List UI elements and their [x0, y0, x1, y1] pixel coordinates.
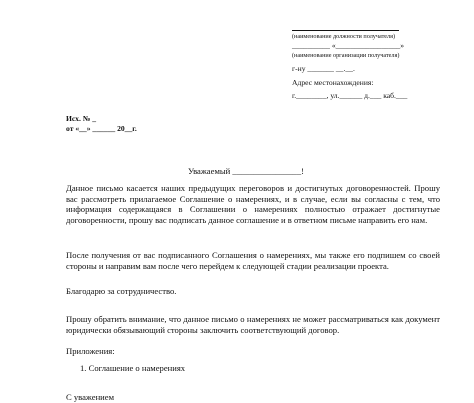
paragraph-notice: Прошу обратить внимание, что данное письмо о намерениях не может рассматриваться как документ юридически обязывающий стороны заключить соответствующий договор.: [66, 314, 440, 335]
closing: С уважением: [66, 392, 115, 402]
attachments-label: Приложения:: [66, 346, 115, 356]
address-line: г.________, ул.______ д.___ каб.___: [292, 91, 408, 100]
outgoing-number: Исх. № _: [66, 114, 97, 123]
paragraph-next-steps: После получения от вас подписанного Соглашения о намерениях, мы также его подпишем со своей стороны и направим вам после чего перейдем к следующей стадии реализации проекта.: [66, 250, 440, 271]
attachment-item: 1. Соглашение о намерениях: [80, 363, 186, 373]
organization-caption: (наименование организации получателя): [292, 52, 400, 59]
position-caption: (наименование должности получателя): [292, 33, 396, 40]
recipient-name-line: г-ну _______ __.__.: [292, 64, 355, 73]
organization-line: __________ «_________________»: [292, 41, 405, 50]
outgoing-date: от «__» ______ 20__г.: [66, 124, 137, 133]
position-line: [292, 30, 399, 31]
address-label: Адрес местонахождения:: [292, 78, 374, 87]
paragraph-thanks: Благодарю за сотрудничество.: [66, 286, 177, 296]
greeting: Уважаемый ________________!: [188, 166, 305, 176]
paragraph-intro: Данное письмо касается наших предыдущих переговоров и достигнутых договоренностей. Прошу вас рассмотреть прилагаемое Соглашение о намерениях, и в случае, если вы согласны с тем, что информация содержащаяся в Соглашении о намерениях полностью отражает достигнутые договоренности, прошу вас подписать данное соглашение и в ответном письме направить его нам.: [66, 183, 440, 225]
